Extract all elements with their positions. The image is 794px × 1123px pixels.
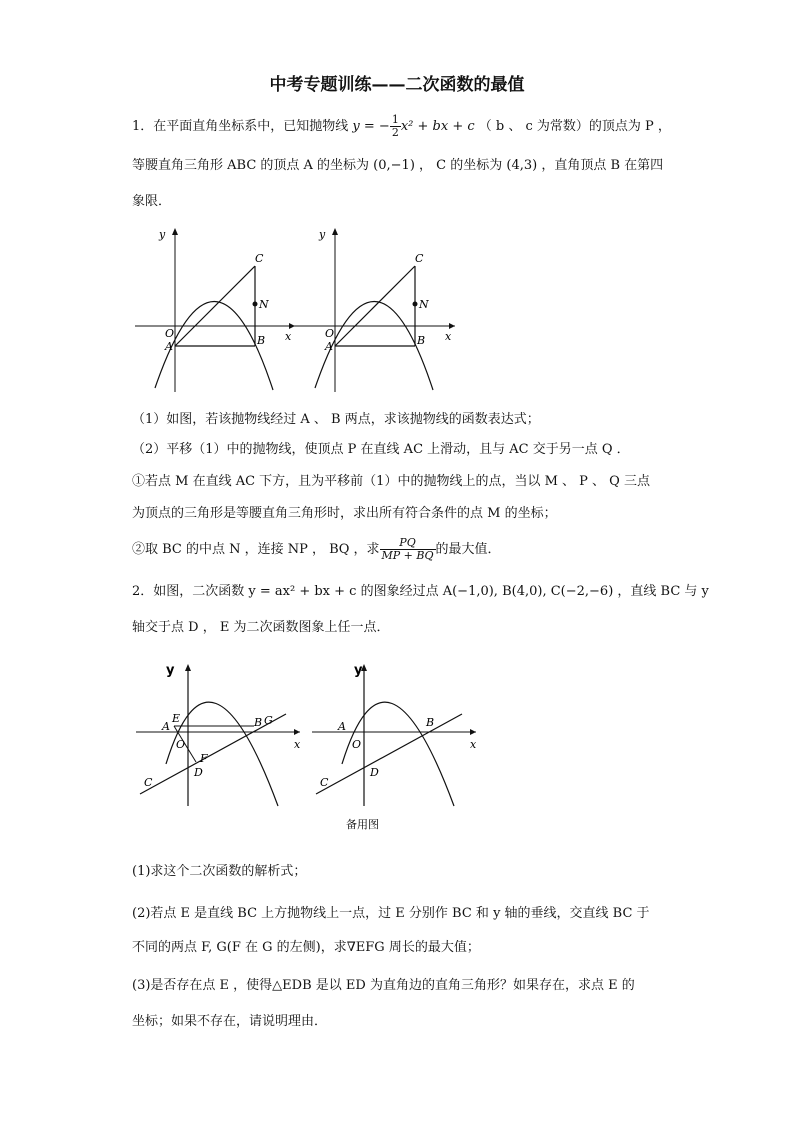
label-c: C [415,252,424,265]
q1-eq-rhs: x² + bx + c [400,119,475,134]
label-b: B [426,716,435,729]
q2-part1: (1)求这个二次函数的解析式； [132,864,307,879]
label-b: B [254,716,263,729]
q1-line1-text: 1．在平面直角坐标系中，已知抛物线 [132,119,349,134]
label-f: F [200,752,208,765]
label-n: N [259,298,269,311]
label-c: C [320,776,329,789]
label-y: y [319,228,326,241]
q1-part2: （2）平移（1）中的抛物线，使顶点 P 在直线 AC 上滑动，且与 AC 交于另一点 Q ． [132,442,630,457]
y-axis-arrow-icon [172,228,178,235]
label-d: D [194,766,203,779]
y-axis-arrow-icon [332,228,338,235]
label-x: x [285,330,292,343]
label-c: C [144,776,153,789]
x-axis-arrow-icon [289,323,295,329]
q1-part2-1b: 为顶点的三角形是等腰直角三角形时，求出所有符合条件的点 M 的坐标； [132,506,557,521]
label-x: x [445,330,452,343]
label-a: A [165,340,173,353]
segment-ac [335,266,415,346]
point-n [413,302,418,307]
q1-line2: 等腰直角三角形 ABC 的顶点 A 的坐标为 (0,−1) ， C 的坐标为 (4,3) ，直角顶点 B 在第四 [132,158,664,173]
x-axis-arrow-icon [449,323,455,329]
q1-part2-2-num: PQ [380,537,436,550]
label-b: B [257,334,266,347]
q1-figures [135,222,465,394]
x-axis-arrow-icon [470,729,476,735]
label-d: D [370,766,379,779]
label-a: A [325,340,333,353]
page-title: 中考专题训练——二次函数的最值 [269,75,525,95]
label-x: x [294,738,301,751]
label-y: y [166,663,175,678]
q1-line3: 象限． [132,194,172,209]
q1-part2-1a: ①若点 M 在直线 AC 下方，且为平移前（1）中的抛物线上的点，当以 M 、 P 、 Q 三点 [132,474,650,489]
q1-line1-tail: （ b 、 c 为常数）的顶点为 P ， [478,119,671,134]
q1-eq-lhs: y = − [352,119,390,134]
q1-part2-2-fraction [380,537,436,562]
q1-part2-2 [132,537,672,562]
q1-part2-2-text: ②取 BC 的中点 N ，连接 NP ， BQ ，求 [132,542,380,557]
figure-caption: 备用图 [346,818,379,831]
q1-part2-2-tail: 的最大值． [435,542,501,557]
q2-figure-1 [136,663,301,806]
label-o: O [176,738,186,751]
q2-line2: 轴交于点 D ， E 为二次函数图象上任一点． [132,620,390,635]
q2-part2a: (2)若点 E 是直线 BC 上方抛物线上一点，过 E 分别作 BC 和 y 轴的垂线，交直线 BC 于 [132,906,650,921]
q2-figure-2 [312,663,477,831]
q1-frac-den: 2 [391,126,399,139]
label-c: C [255,252,264,265]
label-e: E [172,712,181,725]
q1-figure-2 [295,228,455,392]
q2-figures [136,656,482,836]
q1-fraction [390,114,401,139]
label-a: A [162,720,170,733]
point-n [253,302,258,307]
label-n: N [419,298,429,311]
q2-part2b: 不同的两点 F, G(F 在 G 的左侧)，求∇EFG 周长的最大值； [132,940,480,955]
label-y: y [159,228,166,241]
q1-part2-2-den: MP + BQ [381,549,434,562]
q2-part3b: 坐标；如果不存在，请说明理由． [132,1014,328,1029]
q2-line1: 2．如图，二次函数 y = ax² + bx + c 的图象经过点 A(−1,0), B(4,0), C(−2,−6) ，直线 BC 与 y [132,584,709,599]
q1-line1 [132,114,672,139]
q1-frac-num: 1 [391,113,399,126]
q1-part1: （1）如图，若该抛物线经过 A 、 B 两点，求该抛物线的函数表达式； [132,412,540,427]
parabola [342,702,454,806]
label-o: O [325,327,335,340]
q2-part3a: (3)是否存在点 E ，使得△EDB 是以 ED 为直角边的直角三角形？如果存在，求点 E 的 [132,978,635,993]
label-o: O [165,327,175,340]
label-b: B [417,334,426,347]
label-x: x [470,738,477,751]
x-axis-arrow-icon [294,729,300,735]
label-o: O [352,738,362,751]
label-g: G [264,714,273,727]
segment-ac [175,266,255,346]
label-a: A [338,720,346,733]
label-y: y [354,663,363,678]
y-axis-arrow-icon [185,664,191,671]
q1-figure-1 [135,228,295,392]
